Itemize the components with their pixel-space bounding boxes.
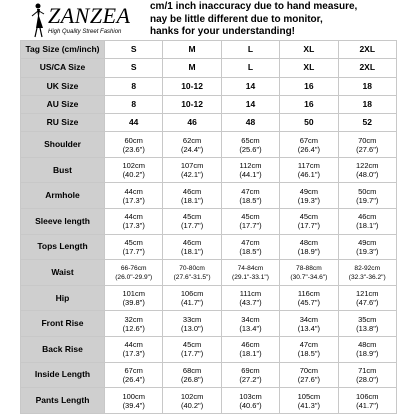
row-label: Hip [21,285,105,311]
cm-value: 103cm [239,391,262,401]
measurement-cell [280,132,338,158]
inch-value: (32.3"-36.2") [348,273,386,281]
inch-value: (13.4") [297,323,320,333]
measurement-cell [221,260,279,286]
inch-value: (13.0") [180,323,204,333]
size-cell: 8 [105,95,163,113]
cm-value: 49cm [358,237,377,247]
cm-value: 116cm [297,289,320,299]
measurement-cell [163,157,221,183]
cm-value: 62cm [182,135,202,145]
inch-value: (19.3") [297,195,320,205]
inch-value: (48.0") [356,170,379,180]
cm-value: 117cm [297,161,320,171]
row-label: Back Rise [21,337,105,363]
size-cell: S [105,41,163,59]
cm-value: 67cm [299,135,319,145]
cm-value: 65cm [241,135,260,145]
measurement-cell [280,285,338,311]
measurement-cell [163,337,221,363]
cm-value: 35cm [358,314,377,324]
measurement-cell [105,157,163,183]
measurement-cell [280,388,338,414]
measurement-row [21,132,397,158]
measurement-cell [280,183,338,209]
inch-value: (28.0") [356,374,379,384]
measurement-cell [338,209,396,235]
inch-value: (17.3") [122,349,145,359]
size-cell: 16 [280,77,338,95]
inch-value: (17.7") [297,221,320,231]
cm-value: 47cm [241,186,260,196]
cm-value: 121cm [356,289,379,299]
measurement-cell [221,362,279,388]
inch-value: (19.3") [356,246,379,256]
row-label: Armhole [21,183,105,209]
inch-value: (29.1"-33.1") [232,273,269,281]
size-cell: XL [280,59,338,77]
measurement-cell [105,311,163,337]
cm-value: 66-76cm [120,264,147,272]
size-row [21,77,397,95]
cm-value: 48cm [299,237,319,247]
size-cell: XL [280,41,338,59]
note-line: nay be little different due to monitor, [150,13,323,25]
measurement-cell [280,362,338,388]
inch-value: (17.3") [122,221,145,231]
measurement-cell [338,337,396,363]
cm-value: 60cm [124,135,143,145]
inch-value: (18.1") [356,221,379,231]
cm-value: 46cm [182,237,202,247]
cm-value: 100cm [122,391,145,401]
measurement-cell [338,311,396,337]
inch-value: (26.4") [297,144,320,154]
inch-value: (41.3") [297,400,320,410]
measurement-cell [163,311,221,337]
measurement-cell [163,285,221,311]
inch-value: (12.6") [122,323,145,333]
measurement-cell [338,260,396,286]
measurement-cell [280,234,338,260]
row-label: Waist [21,260,105,286]
measurement-cell [163,388,221,414]
cm-value: 122cm [356,161,379,171]
measurement-cell [105,209,163,235]
cm-value: 112cm [239,161,262,171]
cm-value: 101cm [122,289,145,299]
inch-value: (27.2") [239,374,262,384]
measurement-cell [280,311,338,337]
note-line: cm/1 inch inaccuracy due to hand measure, [150,1,358,12]
measurement-row [21,362,397,388]
header [0,0,416,40]
measurement-cell [105,132,163,158]
row-label: AU Size [21,95,105,113]
inch-value: (47.6") [356,298,379,308]
inch-value: (18.9") [297,246,320,256]
measurement-cell [105,285,163,311]
size-cell: 50 [280,114,338,132]
cm-value: 50cm [358,186,377,196]
cm-value: 70cm [299,365,319,375]
row-label: Sleeve length [21,209,105,235]
measurement-cell [221,132,279,158]
inch-value: (13.8") [356,323,379,333]
measurement-cell [221,337,279,363]
inch-value: (18.1") [180,246,204,256]
measurement-cell [338,132,396,158]
cm-value: 33cm [182,314,202,324]
size-cell: 8 [105,77,163,95]
inch-value: (17.7") [239,221,262,231]
inch-value: (40.2") [122,170,145,180]
cm-value: 106cm [180,289,204,299]
row-label: Tag Size (cm/inch) [21,41,105,59]
size-cell: 10-12 [163,95,221,113]
inch-value: (39.8") [122,298,145,308]
size-cell: 52 [338,114,396,132]
inch-value: (18.1") [239,349,262,359]
size-row [21,95,397,113]
measurement-cell [338,234,396,260]
inch-value: (42.1") [180,170,204,180]
cm-value: 47cm [241,237,260,247]
cm-value: 45cm [124,237,143,247]
inch-value: (17.7") [180,349,204,359]
brand-logo [28,2,148,38]
measurement-row [21,209,397,235]
cm-value: 106cm [356,391,379,401]
inch-value: (18.5") [297,349,320,359]
measurement-row [21,388,397,414]
inch-value: (18.5") [239,246,262,256]
size-row [21,41,397,59]
cm-value: 46cm [358,212,377,222]
measurement-cell [105,337,163,363]
row-label: Bust [21,157,105,183]
cm-value: 46cm [241,340,260,350]
inch-value: (26.4") [122,374,145,384]
measurement-row [21,311,397,337]
inch-value: (25.6") [239,144,262,154]
cm-value: 68cm [182,365,202,375]
cm-value: 71cm [358,365,377,375]
size-row [21,59,397,77]
size-cell: M [163,41,221,59]
size-cell: M [163,59,221,77]
measurement-cell [221,183,279,209]
inch-value: (41.7") [180,298,204,308]
cm-value: 34cm [241,314,260,324]
inch-value: (19.7") [356,195,379,205]
measurement-cell [221,311,279,337]
row-label: Front Rise [21,311,105,337]
measurement-cell [280,337,338,363]
inch-value: (23.6") [122,144,145,154]
measurement-cell [105,388,163,414]
cm-value: 78-88cm [296,264,322,272]
brand-tagline: High Quality Street Fashion [48,29,122,35]
inch-value: (27.6") [297,374,320,384]
cm-value: 74-84cm [237,264,264,272]
size-cell: 44 [105,114,163,132]
measurement-notes [150,1,410,39]
cm-value: 107cm [180,161,204,171]
inch-value: (27.6"-31.5") [173,273,211,281]
inch-value: (24.4") [180,144,204,154]
size-cell: 10-12 [163,77,221,95]
cm-value: 111cm [239,289,262,299]
cm-value: 48cm [358,340,377,350]
inch-value: (18.5") [239,195,262,205]
measurement-cell [163,209,221,235]
measurement-cell [280,260,338,286]
inch-value: (41.7") [356,400,379,410]
size-cell: 2XL [338,59,396,77]
inch-value: (40.6") [239,400,262,410]
measurement-row [21,157,397,183]
size-cell: 48 [221,114,279,132]
measurement-cell [338,362,396,388]
measurement-row [21,183,397,209]
measurement-cell [338,157,396,183]
row-label: Inside Length [21,362,105,388]
measurement-row [21,285,397,311]
cm-value: 44cm [124,212,143,222]
measurement-cell [105,362,163,388]
cm-value: 45cm [299,212,319,222]
size-cell: 16 [280,95,338,113]
inch-value: (30.7"-34.6") [290,273,328,281]
row-label: US/CA Size [21,59,105,77]
cm-value: 82-92cm [354,264,381,272]
inch-value: (39.4") [122,400,145,410]
size-cell: 14 [221,77,279,95]
row-label: UK Size [21,77,105,95]
inch-value: (26.8") [180,374,204,384]
inch-value: (45.7") [297,298,320,308]
measurement-cell [221,157,279,183]
size-cell: L [221,41,279,59]
size-chart-table [20,40,397,414]
measurement-cell [221,209,279,235]
measurement-row [21,234,397,260]
cm-value: 44cm [124,186,143,196]
cm-value: 67cm [124,365,143,375]
inch-value: (40.2") [180,400,204,410]
cm-value: 70cm [358,135,377,145]
inch-value: (44.1") [239,170,262,180]
cm-value: 46cm [182,186,202,196]
size-cell: L [221,59,279,77]
measurement-cell [221,388,279,414]
inch-value: (18.1") [180,195,204,205]
cm-value: 70-80cm [179,264,205,272]
measurement-cell [338,388,396,414]
measurement-cell [163,132,221,158]
inch-value: (27.6") [356,144,379,154]
size-cell: 18 [338,95,396,113]
measurement-cell [105,183,163,209]
measurement-cell [105,260,163,286]
measurement-cell [280,157,338,183]
measurement-cell [280,209,338,235]
measurement-cell [163,362,221,388]
cm-value: 45cm [241,212,260,222]
inch-value: (17.7") [180,221,204,231]
measurement-cell [163,183,221,209]
cm-value: 105cm [297,391,321,401]
cm-value: 47cm [299,340,319,350]
inch-value: (17.3") [122,195,145,205]
inch-value: (46.1") [297,170,320,180]
cm-value: 69cm [241,365,260,375]
size-cell: S [105,59,163,77]
row-label: Pants Length [21,388,105,414]
row-label: RU Size [21,114,105,132]
cm-value: 49cm [299,186,319,196]
row-label: Tops Length [21,234,105,260]
cm-value: 102cm [122,161,145,171]
size-cell: 18 [338,77,396,95]
measurement-cell [163,260,221,286]
fashion-figure-icon [28,2,46,38]
measurement-cell [163,234,221,260]
measurement-cell [338,183,396,209]
size-cell: 14 [221,95,279,113]
cm-value: 45cm [182,340,202,350]
measurement-row [21,260,397,286]
inch-value: (43.7") [239,298,262,308]
measurement-cell [338,285,396,311]
row-label: Shoulder [21,132,105,158]
cm-value: 32cm [124,314,143,324]
measurement-cell [221,234,279,260]
size-row [21,114,397,132]
cm-value: 45cm [182,212,202,222]
inch-value: (18.9") [356,349,379,359]
inch-value: (26.0"-29.9") [115,273,153,281]
measurement-cell [221,285,279,311]
size-cell: 46 [163,114,221,132]
measurement-cell [105,234,163,260]
note-line: hanks for your understanding! [150,26,296,37]
cm-value: 102cm [180,391,204,401]
inch-value: (17.7") [122,246,145,256]
cm-value: 44cm [124,340,143,350]
cm-value: 34cm [299,314,319,324]
inch-value: (13.4") [239,323,262,333]
measurement-row [21,337,397,363]
size-cell: 2XL [338,41,396,59]
brand-name: ZANZEA [48,3,131,28]
